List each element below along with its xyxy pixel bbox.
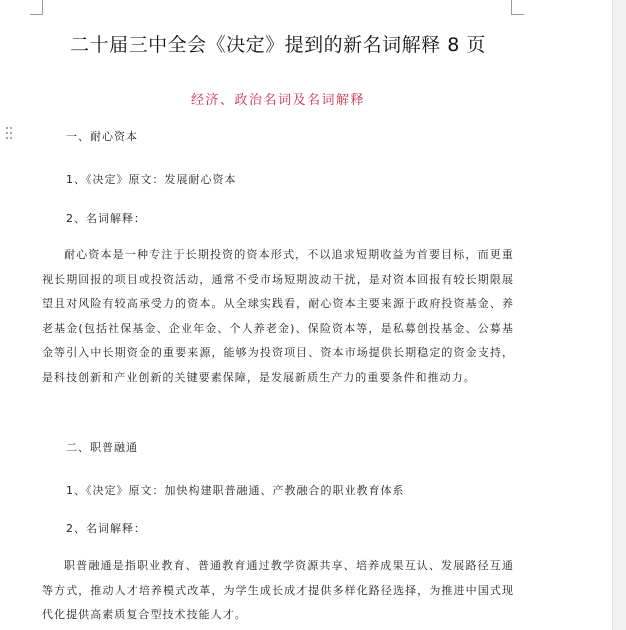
margin-corner-mark-left [42,0,43,14]
item-explanation: 职普融通是指职业教育、普通教育通过教学资源共享、培养成果互认、发展路径互通等方式，推动人才培养模式改革，为学生成长成才提供多样化路径选择，为推进中国式现代化提供高素质复合型技术技能人才。 [42,559,514,622]
item-quote: 1、《决定》原文：发展耐心资本 [66,173,237,186]
item-term-label: 2、名词解释： [66,522,146,535]
item-explanation: 耐心资本是一种专注于长期投资的资本形式，不以追求短期收益为首要目标，而更重视长期回报的项目或投资活动，通常不受市场短期波动干扰，是对资本回报有较长期限展望且对风险有较高承受力的资本。从全球实践看，耐心资本主要来源于政府投资基金、养老基金(包括社保基金、企业年金、个人养老金)、保险资本等，是私募创投基金、公募基金等引入中长期资金的重要来源，能够为投资项目、资本市场提供长期稳定的资金支持，是科技创新和产业创新的关键要素保障，是发展新质生产力的重要条件和推动力。 [42,248,514,384]
page-edge-scroll-area [612,0,626,630]
section-heading: 经济、政治名词及名词解释 [190,93,365,108]
item-quote: 1、《决定》原文：加快构建职普融通、产教融合的职业教育体系 [66,484,405,497]
document-title: 二十届三中全会《决定》提到的新名词解释 8 页 [70,34,486,56]
margin-corner-mark-right-h [511,14,524,15]
paragraph-drag-handle-icon[interactable] [6,127,14,141]
item-heading: 一、耐心资本 [66,130,138,143]
item-term-label: 2、名词解释： [66,212,146,225]
margin-corner-mark-left-h [30,14,43,15]
item-heading: 二、职普融通 [66,441,138,454]
margin-corner-mark-right [511,0,512,14]
